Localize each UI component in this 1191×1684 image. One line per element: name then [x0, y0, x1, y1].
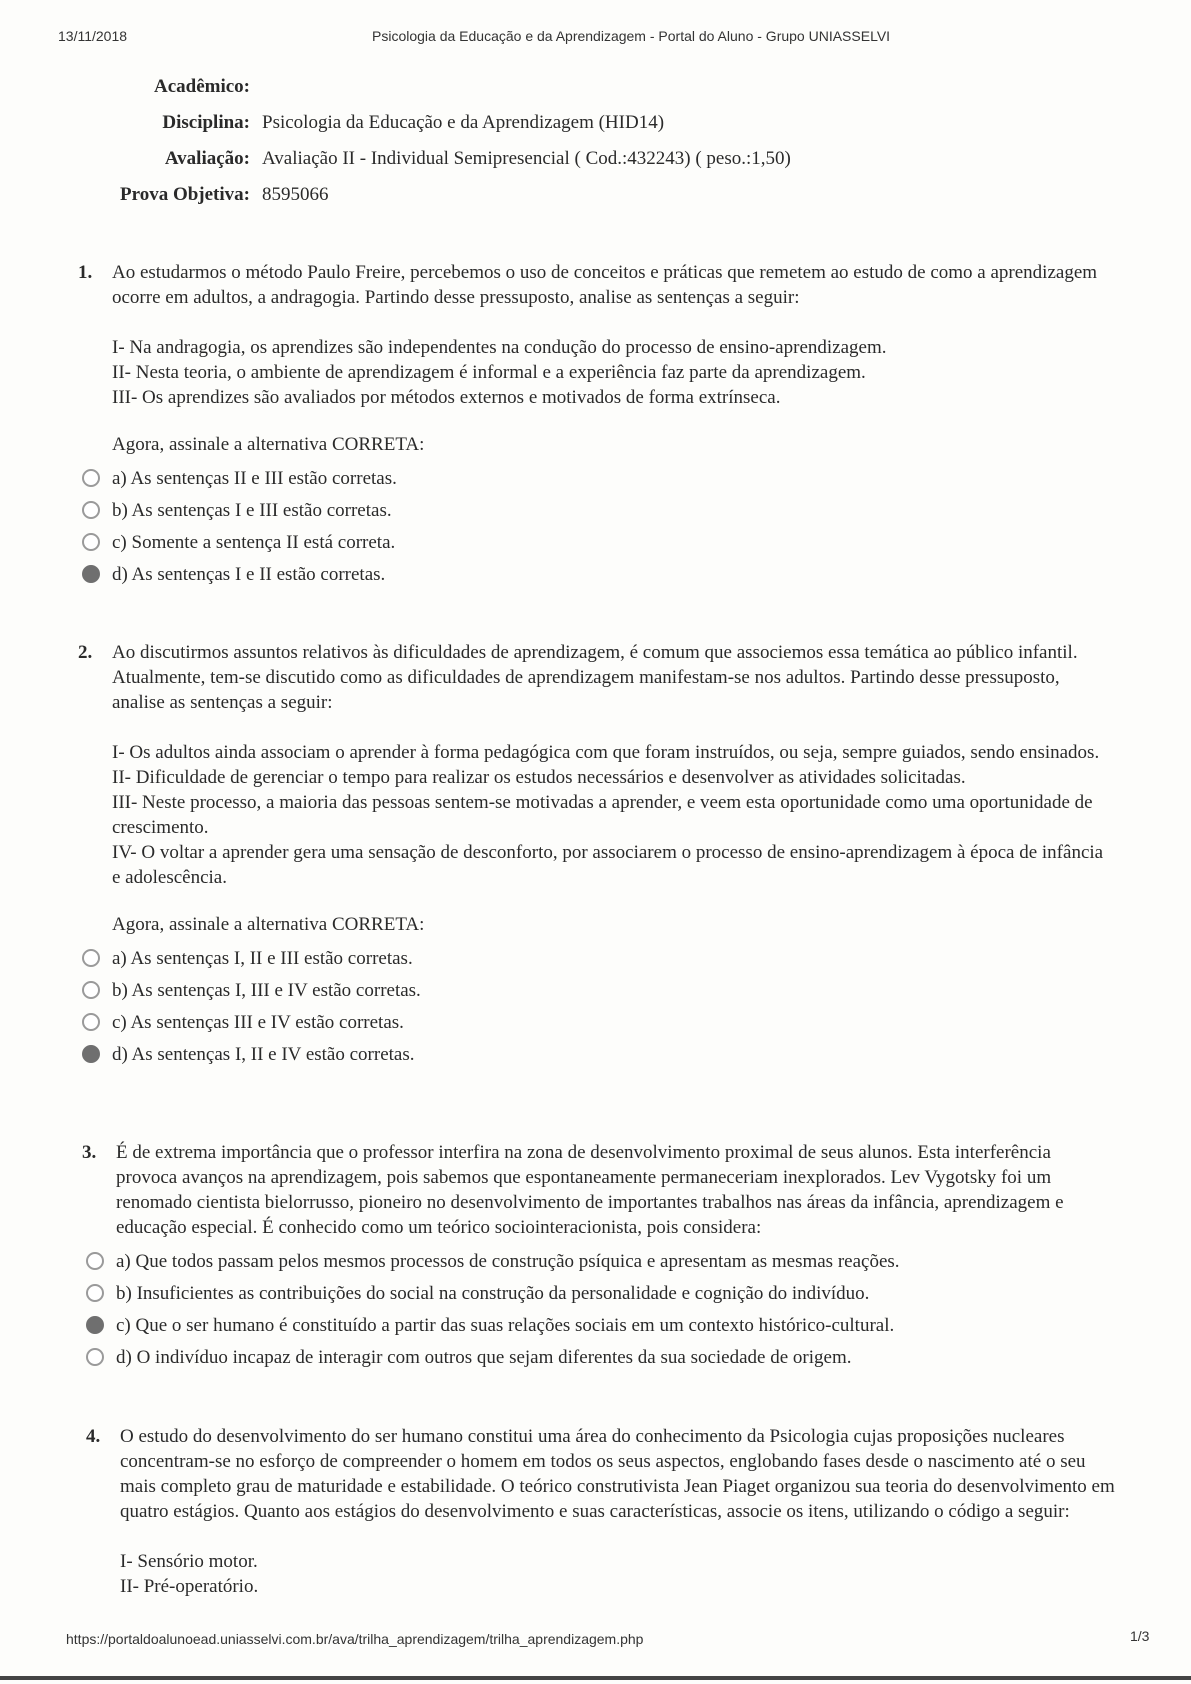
option-c[interactable] — [86, 1310, 1116, 1342]
page-bottom-edge — [0, 1676, 1191, 1680]
option-label: a) As sentenças II e III estão corretas. — [112, 468, 397, 489]
sentence: III- Os aprendizes são avaliados por métodos externos e motivados de forma extrínseca. — [112, 387, 781, 408]
avaliacao-row — [110, 148, 791, 170]
question-number: 3. — [82, 1142, 97, 1163]
prova-label: Prova Objetiva: — [120, 184, 250, 205]
radio-icon[interactable] — [86, 1252, 104, 1270]
option-label: c) Somente a sentença II está correta. — [112, 532, 396, 553]
avaliacao-label: Avaliação: — [164, 148, 250, 169]
radio-icon[interactable] — [82, 949, 100, 967]
question-1 — [78, 260, 1112, 591]
print-date: 13/11/2018 — [58, 28, 128, 44]
option-c[interactable] — [82, 527, 1112, 559]
option-label: c) As sentenças III e IV estão corretas. — [112, 1012, 404, 1033]
sentence-list — [112, 740, 1112, 890]
radio-icon[interactable] — [82, 981, 100, 999]
option-b[interactable] — [82, 975, 1112, 1007]
radio-selected-icon[interactable] — [86, 1316, 104, 1334]
prova-row — [110, 184, 329, 206]
sentence: III- Neste processo, a maioria das pessoas sentem-se motivadas a aprender, e veem esta oportunidade como uma oportunidade de crescimento. — [112, 792, 1093, 838]
radio-selected-icon[interactable] — [82, 565, 100, 583]
sentence-list — [120, 1549, 1120, 1599]
option-a[interactable] — [86, 1246, 1116, 1278]
academico-label: Acadêmico: — [153, 76, 250, 97]
disciplina-value: Psicologia da Educação e da Aprendizagem (HID14) — [262, 112, 665, 133]
option-label: a) Que todos passam pelos mesmos processos de construção psíquica e apresentam as mesmas reações. — [116, 1251, 900, 1272]
option-label: a) As sentenças I, II e III estão corretas. — [112, 948, 413, 969]
question-statement: Ao estudarmos o método Paulo Freire, percebemos o uso de conceitos e práticas que remetem ao estudo de como a aprendizagem ocorre em adultos, a andragogia. Partindo desse pressuposto, analise as sentenças a seguir: — [112, 262, 1098, 308]
question-statement: É de extrema importância que o professor interfira na zona de desenvolvimento proximal de seus alunos. Esta interferência provoca avanços na aprendizagem, pois sabemos que espontaneamente permaneceriam inexplorados. Lev Vygotsky foi um renomado cientista bielorrusso, pioneiro no desenvolvimento de importantes trabalhos nas áreas da infância, aprendizagem e educação especial. É conhecido como um teórico sociointeracionista, pois considera: — [116, 1142, 1064, 1238]
sentence: II- Nesta teoria, o ambiente de aprendizagem é informal e a experiência faz parte da aprendizagem. — [112, 362, 866, 383]
sentence: IV- O voltar a aprender gera uma sensação de desconforto, por associarem o processo de ensino-aprendizagem à época de infância e adolescência. — [112, 842, 1104, 888]
sentence-list — [112, 335, 1112, 410]
option-b[interactable] — [86, 1278, 1116, 1310]
question-prompt: Agora, assinale a alternativa CORRETA: — [112, 914, 425, 935]
radio-icon[interactable] — [82, 1013, 100, 1031]
question-3 — [82, 1140, 1116, 1374]
options-list — [82, 463, 1112, 591]
question-2 — [78, 640, 1112, 1071]
radio-selected-icon[interactable] — [82, 1045, 100, 1063]
sentence: II- Pré-operatório. — [120, 1576, 259, 1597]
disciplina-row — [110, 112, 664, 134]
radio-icon[interactable] — [82, 469, 100, 487]
question-statement: O estudo do desenvolvimento do ser humano constitui uma área do conhecimento da Psicologia cujas proposições nucleares concentram-se no esforço de compreender o homem em todos os seus aspectos, englobando fases desde o nascimento até o seu mais completo grau de maturidade e estabilidade. O teórico construtivista Jean Piaget organizou sua teoria do desenvolvimento em quatro estágios. Quanto aos estágios do desenvolvimento e suas características, associe os itens, utilizando o código a seguir: — [120, 1426, 1115, 1522]
sentence: I- Na andragogia, os aprendizes são independentes na condução do processo de ensino-aprendizagem. — [112, 337, 887, 358]
option-label: c) Que o ser humano é constituído a partir das suas relações sociais em um contexto histórico-cultural. — [116, 1315, 895, 1336]
option-a[interactable] — [82, 943, 1112, 975]
footer-url: https://portaldoalunoead.uniasselvi.com.br/ava/trilha_aprendizagem/trilha_aprendizagem.php — [66, 1631, 644, 1647]
option-a[interactable] — [82, 463, 1112, 495]
option-d[interactable] — [86, 1342, 1116, 1374]
question-statement: Ao discutirmos assuntos relativos às dificuldades de aprendizagem, é comum que associemos essa temática ao público infantil. Atualmente, tem-se discutido como as dificuldades de aprendizagem manifestam-se nos adultos. Partindo desse pressuposto, analise as sentenças a seguir: — [112, 642, 1078, 713]
disciplina-label: Disciplina: — [162, 112, 250, 133]
option-label: d) O indivíduo incapaz de interagir com outros que sejam diferentes da sua sociedade de origem. — [116, 1347, 852, 1368]
option-label: b) As sentenças I e III estão corretas. — [112, 500, 392, 521]
question-4 — [86, 1424, 1120, 1599]
options-list — [82, 943, 1112, 1071]
sentence: I- Sensório motor. — [120, 1551, 258, 1572]
option-label: d) As sentenças I, II e IV estão corretas. — [112, 1044, 415, 1065]
question-number: 4. — [86, 1426, 101, 1447]
option-label: d) As sentenças I e II estão corretas. — [112, 564, 386, 585]
radio-icon[interactable] — [86, 1284, 104, 1302]
sentence: I- Os adultos ainda associam o aprender à forma pedagógica com que foram instruídos, ou seja, sempre guiados, sendo ensinados. — [112, 742, 1100, 763]
page-header-title: Psicologia da Educação e da Aprendizagem - Portal do Aluno - Grupo UNIASSELVI — [372, 28, 891, 44]
academico-row — [110, 76, 250, 98]
avaliacao-value: Avaliação II - Individual Semipresencial ( Cod.:432243) ( peso.:1,50) — [262, 148, 791, 169]
option-c[interactable] — [82, 1007, 1112, 1039]
prova-value: 8595066 — [262, 184, 329, 205]
radio-icon[interactable] — [82, 533, 100, 551]
question-number: 2. — [78, 642, 93, 663]
sentence: II- Dificuldade de gerenciar o tempo para realizar os estudos necessários e desenvolver as atividades solicitadas. — [112, 767, 966, 788]
option-b[interactable] — [82, 495, 1112, 527]
radio-icon[interactable] — [86, 1348, 104, 1366]
question-prompt: Agora, assinale a alternativa CORRETA: — [112, 434, 425, 455]
option-d[interactable] — [82, 1039, 1112, 1071]
option-d[interactable] — [82, 559, 1112, 591]
option-label: b) Insuficientes as contribuições do social na construção da personalidade e cognição do indivíduo. — [116, 1283, 870, 1304]
options-list — [86, 1246, 1116, 1374]
radio-icon[interactable] — [82, 501, 100, 519]
option-label: b) As sentenças I, III e IV estão corretas. — [112, 980, 421, 1001]
question-number: 1. — [78, 262, 93, 283]
page-number: 1/3 — [1130, 1628, 1150, 1644]
